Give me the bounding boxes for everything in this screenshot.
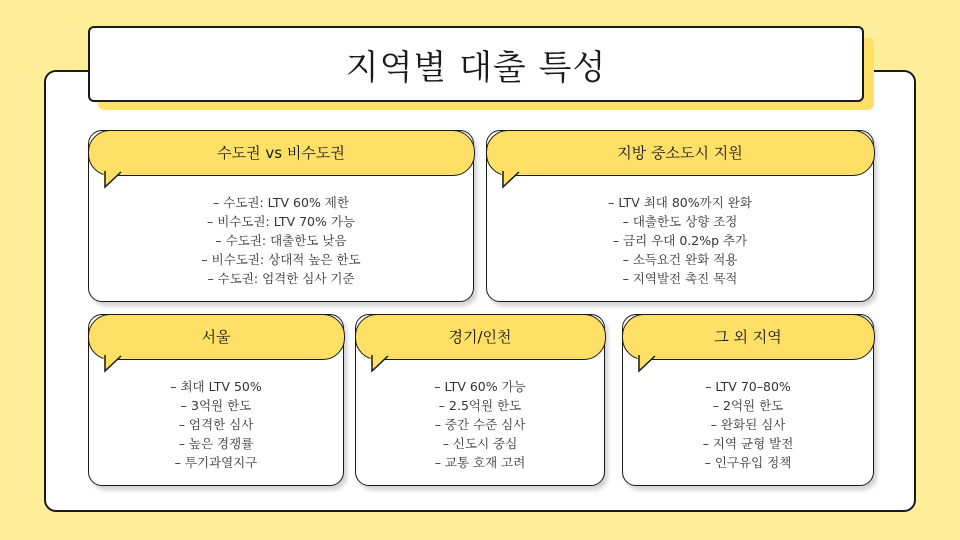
list-item: – 비수도권: 상대적 높은 한도 [201, 251, 361, 267]
card-metro-vs-nonmetro [88, 130, 474, 302]
speech-tail-icon [101, 171, 125, 189]
card-body [356, 371, 604, 477]
card-title: 지방 중소도시 지원 [617, 144, 743, 162]
list-item: – 수도권: LTV 60% 제한 [213, 194, 349, 210]
speech-tail-icon [635, 355, 659, 373]
list-item: – 지역 균형 발전 [702, 435, 794, 451]
card-header [355, 314, 606, 360]
list-item: – 금리 우대 0.2%p 추가 [612, 232, 748, 248]
list-item: – 최대 LTV 50% [170, 378, 262, 394]
card-title: 그 외 지역 [714, 328, 782, 346]
list-item: – 완화된 심사 [710, 416, 786, 432]
card-body [89, 187, 473, 293]
list-item: – 인구유입 정책 [704, 454, 792, 470]
card-body [623, 371, 873, 477]
card-header [486, 130, 875, 176]
card-title: 경기/인천 [448, 328, 512, 346]
list-item: – 소득요건 완화 적용 [622, 251, 738, 267]
speech-tail-icon [368, 355, 392, 373]
card-title: 수도권 vs 비수도권 [217, 144, 345, 162]
card-gyeonggi-incheon [355, 314, 605, 486]
list-item: – LTV 70–80% [705, 378, 791, 394]
speech-tail-icon [499, 171, 523, 189]
list-item: – LTV 최대 80%까지 완화 [608, 194, 752, 210]
list-item: – 엄격한 심사 [178, 416, 254, 432]
list-item: – 3억원 한도 [180, 397, 252, 413]
card-body [487, 187, 873, 293]
page-title: 지역별 대출 특성 [345, 47, 607, 88]
list-item: – 지역발전 촉진 목적 [622, 270, 738, 286]
list-item: – 투기과열지구 [174, 454, 258, 470]
list-item: – 2.5억원 한도 [438, 397, 522, 413]
list-item: – 교통 호재 고려 [434, 454, 526, 470]
card-seoul [88, 314, 344, 486]
list-item: – 신도시 중심 [442, 435, 518, 451]
title-box [88, 26, 864, 102]
list-item: – 높은 경쟁률 [178, 435, 254, 451]
list-item: – 수도권: 엄격한 심사 기준 [207, 270, 355, 286]
list-item: – 중간 수준 심사 [434, 416, 526, 432]
card-local-city-support [486, 130, 874, 302]
list-item: – 대출한도 상향 조정 [622, 213, 738, 229]
list-item: – 수도권: 대출한도 낮음 [215, 232, 347, 248]
list-item: – 2억원 한도 [712, 397, 784, 413]
card-other-regions [622, 314, 874, 486]
card-header [88, 130, 475, 176]
list-item: – 비수도권: LTV 70% 가능 [206, 213, 356, 229]
card-body [89, 371, 343, 477]
speech-tail-icon [101, 355, 125, 373]
card-title: 서울 [201, 328, 231, 346]
card-header [88, 314, 345, 360]
list-item: – LTV 60% 가능 [434, 378, 526, 394]
card-header [622, 314, 875, 360]
